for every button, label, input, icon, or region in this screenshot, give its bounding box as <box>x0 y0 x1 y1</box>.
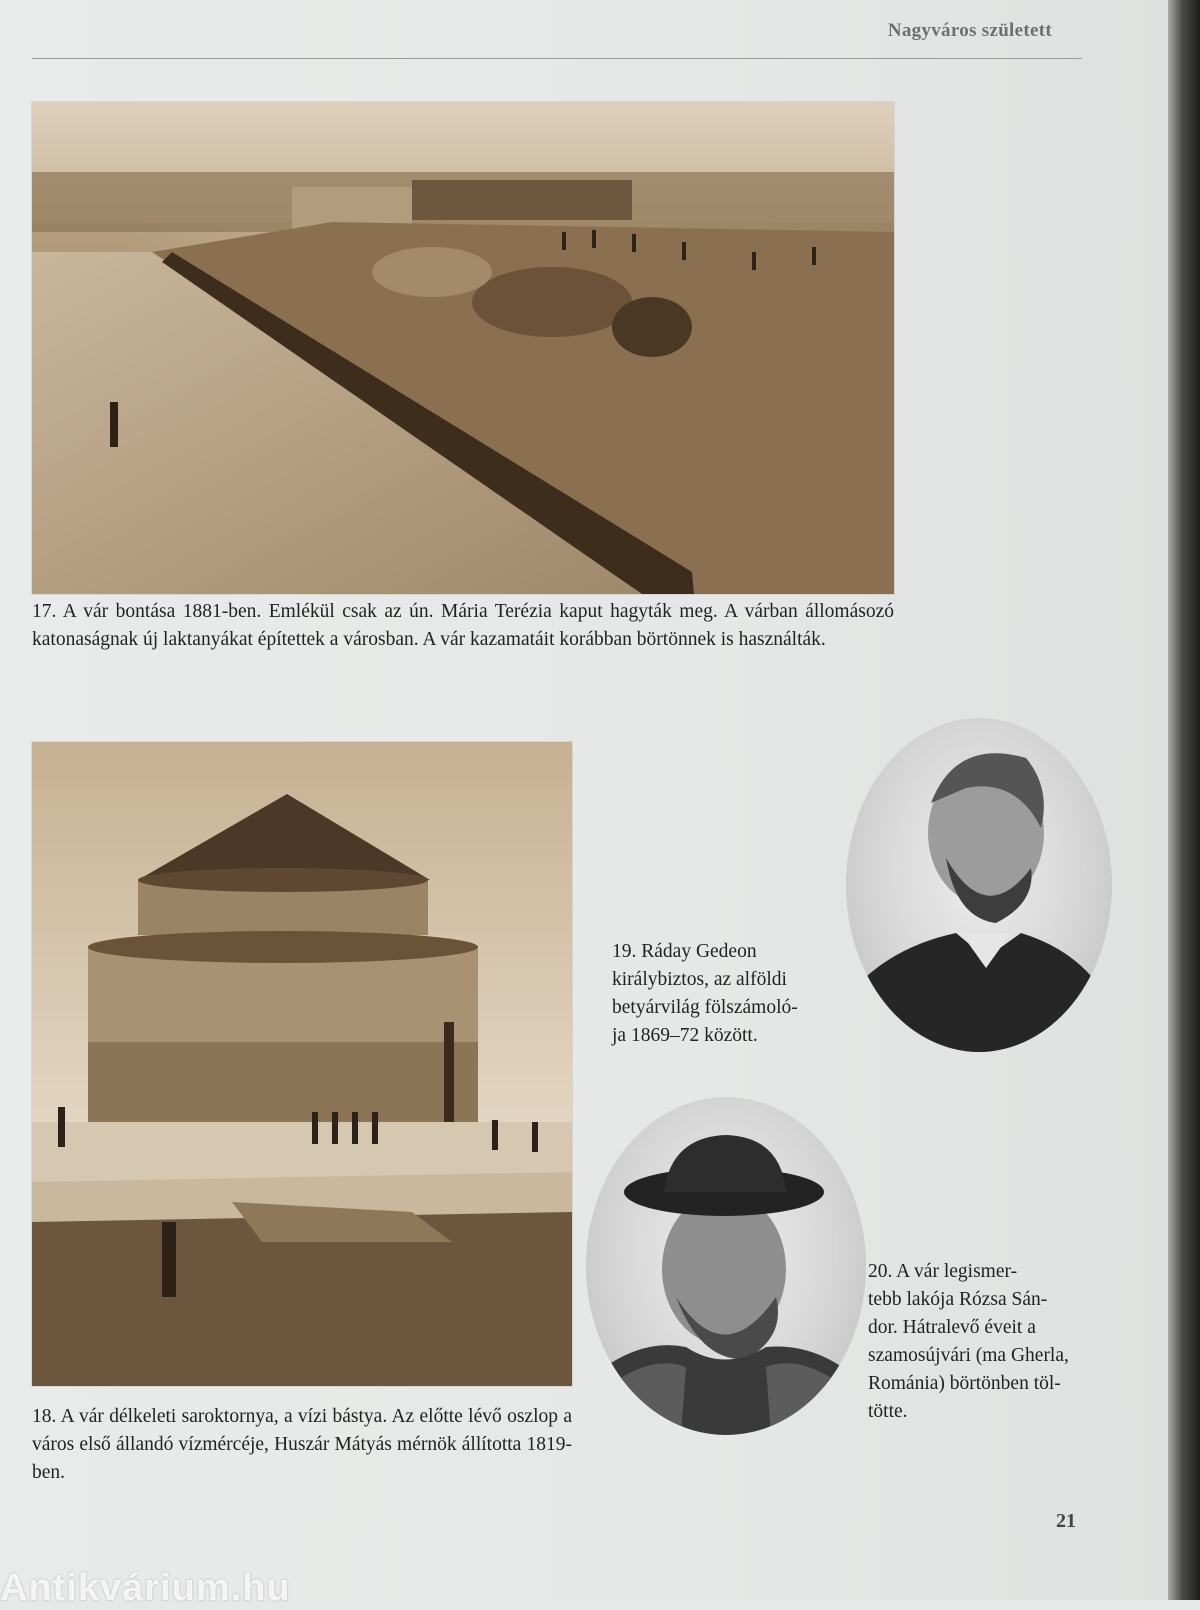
caption-19 <box>612 938 842 1050</box>
running-head: Nagyváros született <box>887 20 1052 41</box>
watermark: Antikvárium.hu <box>0 1567 291 1609</box>
portrait-raday-gedeon <box>846 718 1112 1052</box>
caption-20-line: szamosújvári (ma Gherla, <box>868 1345 1069 1366</box>
photo-castle-demolition <box>32 102 894 594</box>
page-number: 21 <box>1056 1510 1076 1532</box>
book-spine-edge <box>1168 0 1200 1600</box>
caption-19-line: királybiztos, az alföldi <box>612 969 787 990</box>
portrait-man-hat <box>586 1097 866 1435</box>
portrait-rozsa-sandor <box>586 1097 866 1435</box>
caption-20-line: Románia) börtönben töl- <box>868 1373 1061 1394</box>
caption-20 <box>868 1258 1108 1426</box>
caption-18: 18. A vár délkeleti saroktornya, a vízi bástya. Az előtte lévő oszlop a város első állandó vízmércéje, Huszár Mátyás mérnök állította 1819-ben. <box>32 1406 572 1483</box>
caption-17: 17. A vár bontása 1881-ben. Emlékül csak az ún. Mária Terézia kaput hagyták meg. A várban állomásozó katonaságnak új laktanyákat építettek a városban. A vár kazamatáit korábban börtönnek is használták. <box>32 601 894 650</box>
caption-19-line: betyárvilág fölszámoló- <box>612 997 798 1018</box>
caption-19-line: 19. Ráday Gedeon <box>612 941 757 962</box>
header-rule <box>32 58 1082 59</box>
caption-19-line: ja 1869–72 között. <box>612 1025 758 1046</box>
caption-20-line: dor. Hátralevő éveit a <box>868 1317 1036 1338</box>
demolition-scene <box>32 102 894 594</box>
bastion-scene <box>32 742 572 1386</box>
caption-20-line: tebb lakója Rózsa Sán- <box>868 1289 1048 1310</box>
photo-water-bastion <box>32 742 572 1386</box>
portrait-man-beard <box>846 718 1112 1052</box>
caption-20-line: tötte. <box>868 1401 908 1422</box>
caption-20-line: 20. A vár legismer- <box>868 1261 1018 1282</box>
